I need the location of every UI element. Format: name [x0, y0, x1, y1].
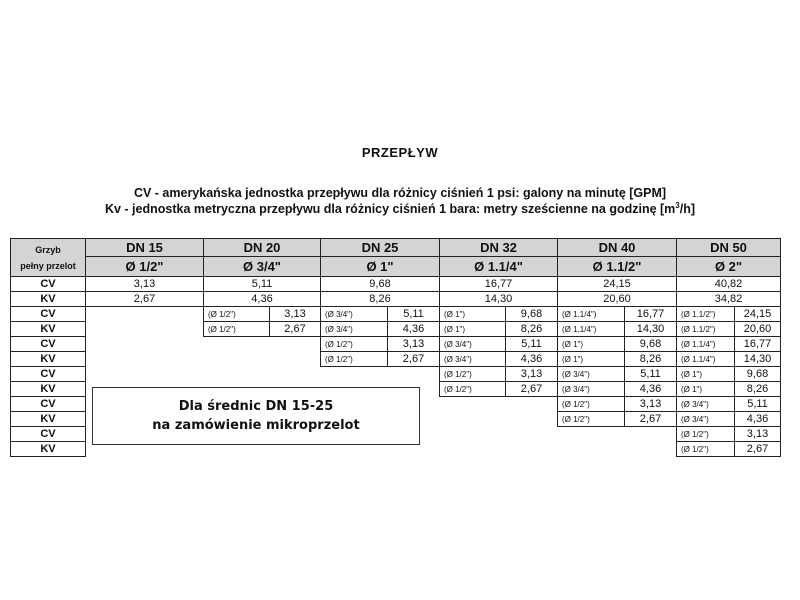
full-bore-cv: 5,11: [203, 276, 321, 292]
reduced-cv: 3,13: [734, 426, 781, 442]
size-header: Ø 3/4": [203, 256, 321, 277]
reduced-cv: 16,77: [624, 306, 677, 322]
reduced-size: (Ø 1"): [439, 306, 506, 322]
full-bore-cv: 16,77: [439, 276, 558, 292]
row-label: KV: [10, 291, 86, 307]
reduced-size: (Ø 1"): [557, 336, 625, 352]
reduced-cv: 5,11: [505, 336, 558, 352]
reduced-size: (Ø 1"): [676, 366, 735, 382]
reduced-kv: 2,67: [269, 321, 321, 337]
full-bore-kv: 8,26: [320, 291, 440, 307]
corner-line2: pełny przelot: [20, 260, 76, 271]
full-bore-cv: 9,68: [320, 276, 440, 292]
reduced-size: (Ø 1.1/4"): [676, 336, 735, 352]
reduced-size: (Ø 3/4"): [557, 381, 625, 397]
row-label: KV: [10, 321, 86, 337]
reduced-size: (Ø 1/2"): [203, 321, 270, 337]
reduced-size: (Ø 3/4"): [439, 336, 506, 352]
row-label: CV: [10, 306, 86, 322]
reduced-size: (Ø 1/2"): [320, 336, 388, 352]
dn-header: DN 50: [676, 238, 781, 257]
corner-header: [10, 238, 86, 277]
reduced-size: (Ø 1"): [676, 381, 735, 397]
reduced-cv: 3,13: [269, 306, 321, 322]
reduced-size: (Ø 1/2"): [320, 351, 388, 367]
row-label: KV: [10, 411, 86, 427]
reduced-size: (Ø 1"): [439, 321, 506, 337]
note-line-2: na zamówienie mikroprzelot: [152, 418, 360, 433]
dn-header: DN 25: [320, 238, 440, 257]
reduced-kv: 2,67: [734, 441, 781, 457]
reduced-size: (Ø 3/4"): [557, 366, 625, 382]
kv-definition-superscript: 3: [675, 201, 680, 210]
size-header: Ø 1": [320, 256, 440, 277]
reduced-size: (Ø 1/2"): [203, 306, 270, 322]
micro-bore-note: [92, 387, 420, 445]
reduced-cv: 9,68: [624, 336, 677, 352]
full-bore-kv: 14,30: [439, 291, 558, 307]
reduced-size: (Ø 3/4"): [439, 351, 506, 367]
dn-header: DN 40: [557, 238, 677, 257]
full-bore-cv: 3,13: [85, 276, 204, 292]
reduced-cv: 5,11: [387, 306, 440, 322]
reduced-cv: 9,68: [505, 306, 558, 322]
reduced-size: (Ø 1.1/2"): [676, 306, 735, 322]
row-label: CV: [10, 336, 86, 352]
reduced-size: (Ø 1"): [557, 351, 625, 367]
dn-header: DN 20: [203, 238, 321, 257]
reduced-size: (Ø 1/2"): [439, 381, 506, 397]
reduced-cv: 3,13: [624, 396, 677, 412]
reduced-size: (Ø 3/4"): [676, 411, 735, 427]
row-label: KV: [10, 381, 86, 397]
row-label: CV: [10, 396, 86, 412]
reduced-kv: 4,36: [387, 321, 440, 337]
full-bore-kv: 34,82: [676, 291, 781, 307]
reduced-cv: 9,68: [734, 366, 781, 382]
row-label: CV: [10, 426, 86, 442]
note-line-1: Dla średnic DN 15-25: [178, 399, 334, 414]
reduced-size: (Ø 3/4"): [676, 396, 735, 412]
cv-definition: CV - amerykańska jednostka przepływu dla różnicy ciśnień 1 psi: galony na minutę [GPM]: [133, 186, 667, 200]
row-label: CV: [10, 366, 86, 382]
reduced-cv: 5,11: [624, 366, 677, 382]
reduced-kv: 8,26: [734, 381, 781, 397]
page-title: PRZEPŁYW: [361, 145, 439, 160]
reduced-size: (Ø 1.1/4"): [557, 321, 625, 337]
size-header: Ø 1/2": [85, 256, 204, 277]
dn-header: DN 32: [439, 238, 558, 257]
reduced-size: (Ø 3/4"): [320, 306, 388, 322]
dn-header: DN 15: [85, 238, 204, 257]
kv-definition-text: Kv - jednostka metryczna przepływu dla różnicy ciśnień 1 bara: metry sześcienne na godzinę [m: [104, 202, 676, 217]
size-header: Ø 1.1/4": [439, 256, 558, 277]
reduced-kv: 14,30: [624, 321, 677, 337]
reduced-size: (Ø 1/2"): [557, 396, 625, 412]
full-bore-kv: 20,60: [557, 291, 677, 307]
reduced-size: (Ø 1.1/4"): [557, 306, 625, 322]
reduced-cv: 3,13: [387, 336, 440, 352]
reduced-size: (Ø 1.1/4"): [676, 351, 735, 367]
reduced-cv: 24,15: [734, 306, 781, 322]
reduced-kv: 2,67: [505, 381, 558, 397]
reduced-kv: 14,30: [734, 351, 781, 367]
reduced-cv: 16,77: [734, 336, 781, 352]
size-header: Ø 1.1/2": [557, 256, 677, 277]
size-header: Ø 2": [676, 256, 781, 277]
row-label: KV: [10, 351, 86, 367]
reduced-kv: 2,67: [387, 351, 440, 367]
full-bore-kv: 2,67: [85, 291, 204, 307]
reduced-kv: 4,36: [734, 411, 781, 427]
reduced-kv: 2,67: [624, 411, 677, 427]
reduced-size: (Ø 3/4"): [320, 321, 388, 337]
reduced-kv: 20,60: [734, 321, 781, 337]
row-label: KV: [10, 441, 86, 457]
reduced-cv: 3,13: [505, 366, 558, 382]
kv-definition-unit: /h]: [679, 202, 696, 217]
row-label: CV: [10, 276, 86, 292]
corner-line1: Grzyb: [35, 244, 61, 255]
reduced-size: (Ø 1.1/2"): [676, 321, 735, 337]
full-bore-cv: 40,82: [676, 276, 781, 292]
reduced-kv: 4,36: [624, 381, 677, 397]
reduced-kv: 8,26: [624, 351, 677, 367]
reduced-size: (Ø 1/2"): [676, 426, 735, 442]
reduced-size: (Ø 1/2"): [676, 441, 735, 457]
reduced-kv: 8,26: [505, 321, 558, 337]
reduced-cv: 5,11: [734, 396, 781, 412]
reduced-size: (Ø 1/2"): [439, 366, 506, 382]
reduced-kv: 4,36: [505, 351, 558, 367]
reduced-size: (Ø 1/2"): [557, 411, 625, 427]
full-bore-cv: 24,15: [557, 276, 677, 292]
full-bore-kv: 4,36: [203, 291, 321, 307]
